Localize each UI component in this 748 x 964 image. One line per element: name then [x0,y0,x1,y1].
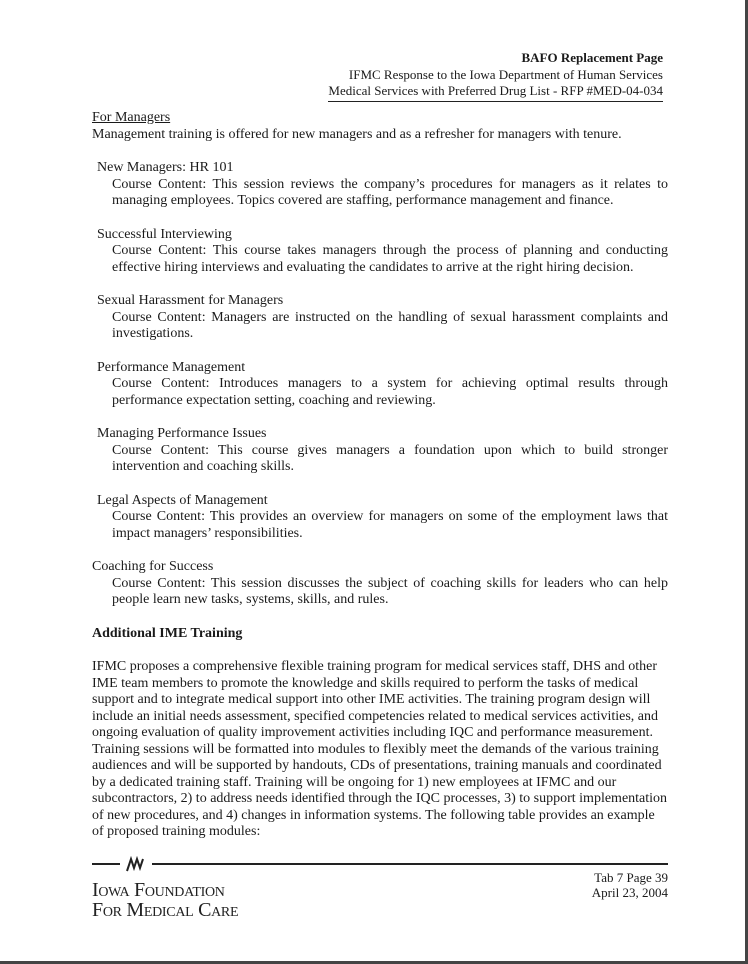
course-name: Sexual Harassment for Managers [97,293,284,308]
header-line-2: IFMC Response to the Iowa Department of Human Services [348,66,663,82]
tab-page-number: Tab 7 Page 39 [594,870,668,885]
header-line-3: Medical Services with Preferred Drug List - RFP #MED-04-034 [328,83,663,102]
header-title: BAFO Replacement Page [521,50,663,65]
course-name: Legal Aspects of Management [97,492,268,508]
intro-text: Management training is offered for new managers and as a refresher for managers with tenure. [92,126,622,142]
course-item [92,160,668,210]
course-name: Coaching for Success [92,559,214,574]
section-title-additional-ime-training: Additional IME Training [92,625,243,641]
course-name: Managing Performance Issues [97,426,267,441]
course-name: Performance Management [97,359,246,375]
course-item [92,227,668,277]
course-content: Course Content: This session reviews the company’s procedures for managers as it relates to managing employees. Topics covered are staffing, performance management and finance. [112,176,668,208]
course-content: Course Content: This session discusses the subject of coaching skills for leaders who can help people learn new tasks, systems, skills, and rules. [112,575,668,607]
course-name: New Managers: HR 101 [97,160,234,175]
course-content: Course Content: This course takes managers through the process of planning and conducting effective hiring interviews and evaluating the candidates to arrive at the right hiring decision. [112,243,668,275]
course-item [92,559,668,609]
page-content [92,110,668,841]
ifmc-logo-icon [125,856,147,874]
course-content: Course Content: Introduces managers to a system for achieving optimal results through performance expectation setting, coaching and reviewing. [112,376,668,408]
page-footer [92,856,668,926]
org-line-1: Iowa Foundation [92,879,225,901]
footer-rule-right [152,863,668,865]
course-content: Course Content: This provides an overview for managers on some of the employment laws that impact managers’ responsibilities. [112,509,668,541]
course-content: Course Content: This course gives managers a foundation upon which to build stronger intervention and coaching skills. [112,442,668,474]
footer-rule-left [92,863,120,865]
course-item [92,360,668,410]
course-name: Successful Interviewing [97,226,232,242]
course-item [92,293,668,343]
footer-page-info [592,870,668,900]
org-line-2: For Medical Care [92,899,239,921]
footer-date: April 23, 2004 [591,885,668,900]
course-item [92,493,668,543]
course-item [92,426,668,476]
course-content: Course Content: Managers are instructed on the handling of sexual harassment complaints and investigations. [112,309,668,341]
page-header [328,50,663,102]
organization-logo-text [92,880,238,920]
section-title-for-managers: For Managers [92,110,171,125]
section-paragraph: IFMC proposes a comprehensive flexible training program for medical services staff, DHS and other IME team members to promote the knowledge and skills required to perform the tasks of medical support and to integrate medical support into other IME activities. The training program design will include an initial needs assessment, specified competencies related to medical services activities, and ongoing evaluation of quality improvement activities including IQC and performance measurement. Training sessions will be formatted into modules to flexibly meet the demands of the various training audiences and will be supported by handouts, CDs of presentations, training manuals and coordinated by a dedicated training staff. Training will be ongoing for 1) new employees at IFMC and our subcontractors, 2) to address needs identified through the IQC processes, 3) to support implementation of new procedures, and 4) changes in information systems. The following table provides an example of proposed training modules: [92,659,668,839]
